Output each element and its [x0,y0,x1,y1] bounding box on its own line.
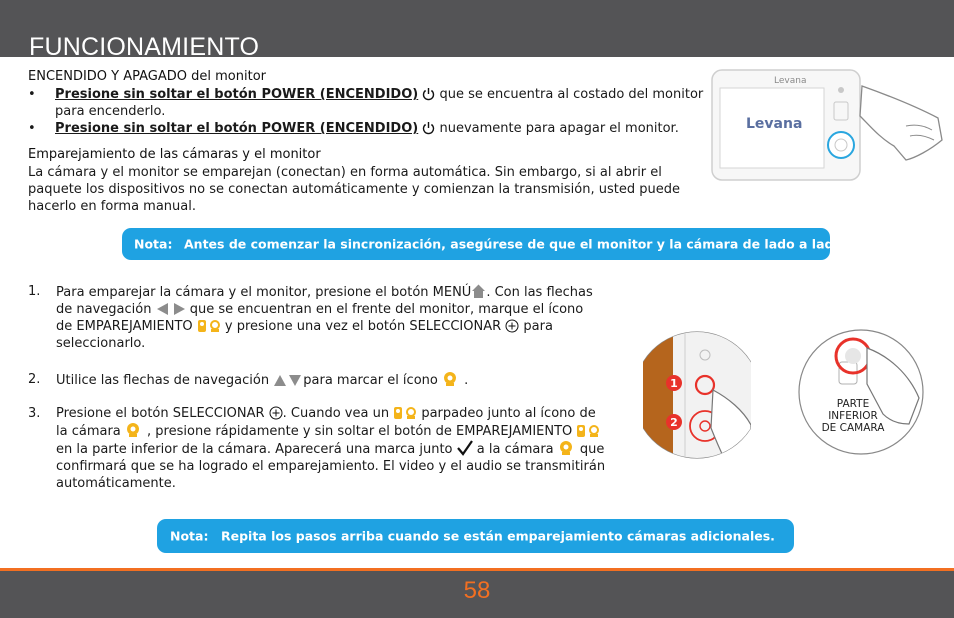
step-number: 1. [28,284,41,299]
step-text: de EMPAREJAMIENTO [56,319,197,334]
page-header [0,0,954,61]
step-text: para marcar el ícono [303,373,442,388]
step-text: Presione el botón SELECCIONAR [56,406,269,421]
step-text: para [519,319,553,334]
power-section-title: ENCENDIDO Y APAGADO del monitor [28,69,267,84]
step-2 [28,371,638,389]
bullet-text: que se encuentra al costado del monitor [435,87,704,102]
step-text: en la parte inferior de la cámara. Aparecerá una marca junto [56,442,457,457]
note-text: Antes de comenzar la sincronización, asegúrese de que el monitor y la cámara de lado a lado. [184,236,847,252]
step-text: . [459,373,469,388]
page-number: 58 [463,577,491,604]
step-text: seleccionarlo. [56,336,146,351]
step-1 [28,283,638,352]
step-text: y presione una vez el botón SELECCIONAR [220,319,506,334]
monitor-illustration [710,66,950,186]
note-label: Nota: [134,236,173,252]
select-button-icon [505,319,519,333]
bullet-text-continued: para encenderlo. [55,104,166,119]
select-button-icon [269,406,283,420]
left-right-arrows-icon [156,302,186,316]
step-text: confirmará que se ha logrado el emparejamiento. El video y el audio se transmitirán [56,459,606,474]
up-down-arrows-icon [273,373,303,387]
pairing-icon [393,405,417,420]
pairing-icon [576,423,600,438]
camera-icon [125,422,143,438]
power-icon [422,121,435,135]
step-text: . Cuando vea un [282,406,394,421]
bullet-dot: • [28,121,36,136]
note-banner-additional-cameras [157,519,794,553]
monitor-buttons-illustration [643,330,751,460]
step-badge-1: 1 [670,377,678,390]
home-menu-icon [471,283,486,299]
bullet-dot: • [28,87,36,102]
step-text: que se encuentran en el frente del monitor, marque el ícono [185,302,584,317]
step-badge-2: 2 [670,416,678,429]
step-3 [28,405,638,492]
monitor-brand-top: Levana [774,76,807,86]
step-text: parpadeo junto al ícono de [417,406,596,421]
step-text: , presione rápidamente y sin soltar el botón de EMPAREJAMIENTO [142,424,577,439]
camera-icon [558,440,576,456]
monitor-brand-screen: Levana [746,116,803,132]
paragraph-line: hacerlo en forma manual. [28,199,196,214]
step-text: Utilice las flechas de navegación [56,373,274,388]
paragraph-line: La cámara y el monitor se emparejan (conectan) en forma automática. Sin embargo, si al abrir el [28,165,662,180]
caption-line: PARTE [836,398,870,410]
step-text: Para emparejar la cámara y el monitor, presione el botón MENÚ [56,285,472,300]
power-bullet-1 [28,86,718,120]
bullet-text: nuevamente para apagar el monitor. [435,121,679,136]
note-label: Nota: [170,528,209,544]
note-text: Repita los pasos arriba cuando se están emparejamiento cámaras adicionales. [221,528,775,544]
step-text: a la cámara [472,442,558,457]
page-footer [0,571,954,618]
checkmark-icon [457,440,473,456]
note-banner-sync [122,228,847,260]
camera-bottom-illustration [797,328,925,456]
step-text: . Con las flechas [486,285,593,300]
camera-caption [810,398,896,434]
page-title: FUNCIONAMIENTO [29,33,260,61]
paragraph-line: paquete los dispositivos no se conectan automáticamente y comienzan la transmisión, usted puede [28,182,680,197]
step-text: de navegación [56,302,156,317]
power-bullet-2 [28,120,718,137]
caption-line: DE CAMARA [821,422,885,434]
pairing-section-title: Emparejamiento de las cámaras y el monitor [28,147,321,162]
pairing-paragraph [28,164,718,215]
step-text: automáticamente. [56,476,176,491]
bullet-bold-instruction: Presione sin soltar el botón POWER (ENCENDIDO) [55,121,419,136]
caption-line: INFERIOR [828,410,878,422]
step-number: 3. [28,406,41,421]
step-text: que [575,442,605,457]
pairing-icon [197,318,221,333]
bullet-bold-instruction: Presione sin soltar el botón POWER (ENCENDIDO) [55,87,419,102]
step-number: 2. [28,372,41,387]
camera-icon [442,371,460,387]
step-text: la cámara [56,424,125,439]
power-icon [422,87,435,101]
